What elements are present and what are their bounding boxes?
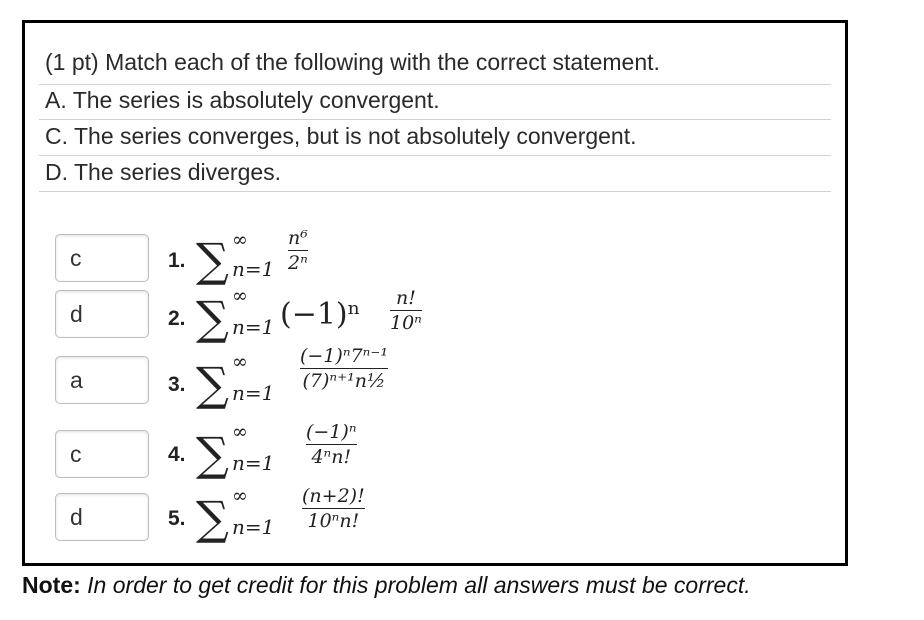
- answer-input-4[interactable]: c: [55, 430, 149, 478]
- option-a: A. The series is absolutely convergent.: [45, 87, 440, 113]
- item-number: 3.: [168, 373, 186, 396]
- sigma-symbol: ∑: [196, 427, 229, 481]
- item-number: 4.: [168, 443, 186, 466]
- sigma-symbol: ∑: [196, 357, 229, 411]
- divider: [39, 155, 831, 156]
- problem-box: [22, 20, 848, 566]
- answer-input-2[interactable]: d: [55, 290, 149, 338]
- option-d: D. The series diverges.: [45, 159, 282, 185]
- sigma-symbol: ∑: [196, 291, 229, 345]
- series-term: (−1)ⁿ7ⁿ⁻¹ (7)ⁿ⁺¹n½: [300, 345, 388, 392]
- upper-limit: ∞: [232, 421, 248, 443]
- item-number: 1.: [168, 249, 186, 272]
- item-number: 2.: [168, 307, 186, 330]
- upper-limit: ∞: [232, 229, 248, 251]
- answer-input-3[interactable]: a: [55, 356, 149, 404]
- answer-input-5[interactable]: d: [55, 493, 149, 541]
- item-number: 5.: [168, 507, 186, 530]
- problem-prompt: (1 pt) Match each of the following with the correct statement.: [45, 49, 660, 75]
- upper-limit: ∞: [232, 285, 248, 307]
- lower-limit: n=1: [232, 257, 275, 281]
- sigma-symbol: ∑: [196, 491, 229, 545]
- series-term: n! 10ⁿ: [390, 287, 422, 334]
- series-term: (−1)ⁿ 4ⁿn!: [306, 421, 357, 468]
- note-text: In order to get credit for this problem all answers must be correct.: [87, 572, 751, 598]
- series-term: (n+2)! 10ⁿn!: [302, 485, 365, 532]
- alternating-factor: (−1)ⁿ: [280, 297, 361, 332]
- upper-limit: ∞: [232, 351, 248, 373]
- divider: [39, 84, 831, 85]
- sigma-symbol: ∑: [196, 233, 229, 287]
- upper-limit: ∞: [232, 485, 248, 507]
- lower-limit: n=1: [232, 515, 275, 539]
- lower-limit: n=1: [232, 315, 275, 339]
- lower-limit: n=1: [232, 451, 275, 475]
- note: [22, 572, 751, 599]
- note-label: Note:: [22, 572, 81, 598]
- divider: [39, 191, 831, 192]
- series-term: n⁶ 2ⁿ: [288, 227, 308, 274]
- answer-input-1[interactable]: c: [55, 234, 149, 282]
- divider: [39, 119, 831, 120]
- option-c: C. The series converges, but is not absolutely convergent.: [45, 123, 637, 149]
- lower-limit: n=1: [232, 381, 275, 405]
